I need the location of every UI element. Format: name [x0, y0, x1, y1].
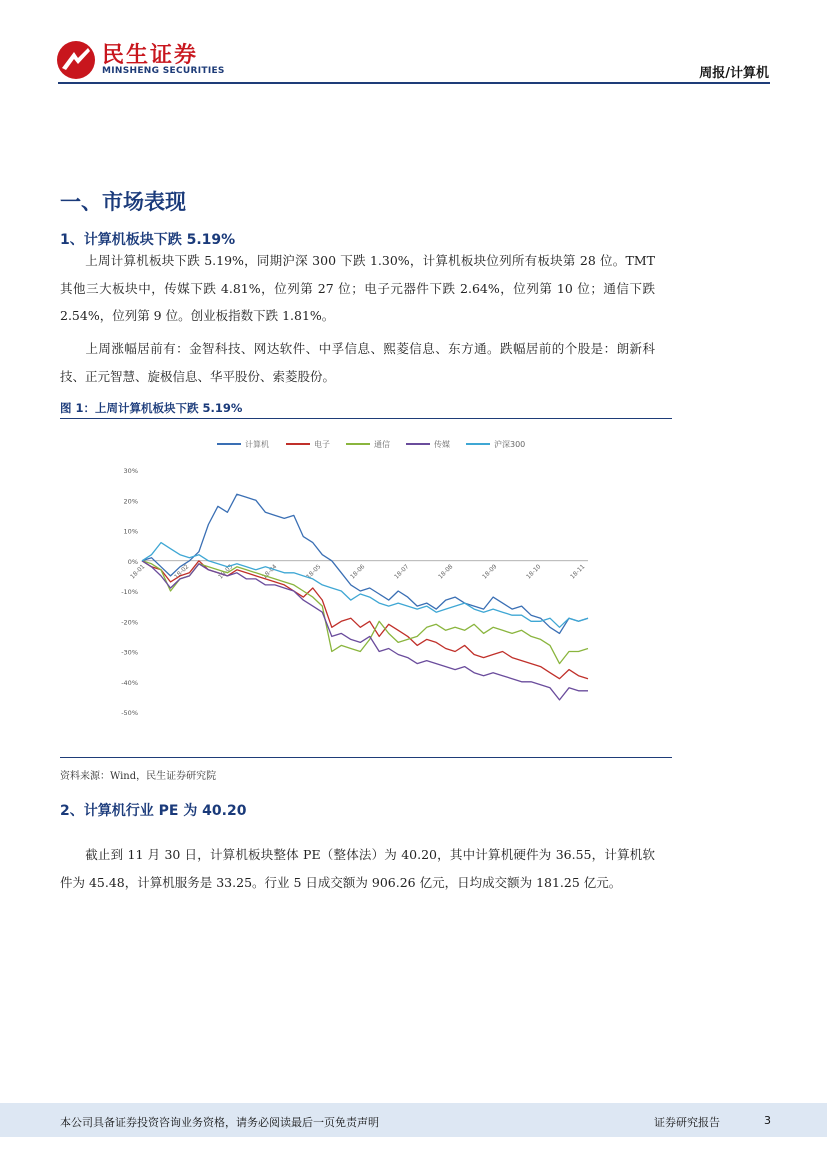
sector-performance-chart — [60, 422, 672, 754]
report-category: 周报/计算机 — [699, 66, 769, 81]
paragraph-performance — [60, 247, 655, 330]
company-logo-cn: 民生证券 — [102, 43, 199, 68]
x-tick-label: 18-10 — [525, 563, 543, 581]
subsection-title-1: 1、计算机板块下跌 5.19% — [60, 232, 236, 248]
x-tick-label: 18-01 — [129, 563, 147, 581]
y-tick-label: -40% — [121, 678, 138, 687]
x-tick-label: 18-03 — [217, 563, 235, 581]
legend-label-0: 计算机 — [245, 440, 269, 449]
series-line-4 — [142, 543, 588, 628]
x-tick-label: 18-06 — [349, 563, 367, 581]
y-tick-label: -10% — [121, 588, 138, 596]
footer-report-type: 证券研究报告 — [654, 1116, 720, 1129]
paragraph-pe — [60, 841, 655, 896]
y-tick-label: -50% — [121, 709, 138, 717]
y-tick-label: 30% — [123, 467, 138, 475]
paragraph-top-movers — [60, 335, 655, 390]
y-tick-label: 0% — [127, 557, 138, 566]
y-tick-label: 20% — [123, 497, 138, 506]
paragraph-top-movers-text: 上周涨幅居前有：金智科技、网达软件、中孚信息、熙菱信息、东方通。跌幅居前的个股是：朗新科技、正元智慧、旋极信息、华平股份、索菱股份。 — [60, 341, 655, 384]
y-tick-label: -20% — [121, 618, 138, 627]
legend-label-1: 电子 — [314, 440, 330, 449]
y-tick-label: -30% — [121, 648, 138, 657]
footer-disclaimer: 本公司具备证券投资咨询业务资格，请务必阅读最后一页免责声明 — [60, 1116, 379, 1129]
section-title: 一、市场表现 — [60, 190, 186, 214]
company-logo-icon — [56, 40, 96, 80]
x-tick-label: 18-09 — [481, 563, 499, 581]
y-tick-label: 10% — [123, 527, 138, 536]
header-divider — [58, 82, 770, 84]
x-tick-label: 18-08 — [437, 563, 455, 581]
paragraph-performance-text: 上周计算机板块下跌 5.19%，同期沪深 300 下跌 1.30%，计算机板块位列所有板块第 28 位。TMT 其他三大板块中，传媒下跌 4.81%，位列第 27 位；电子元器件下跌 2.64%，位列第 10 位；通信下跌 2.54%，位列第 9 位。创业板指数下跌 1.81%。 — [60, 253, 655, 323]
figure-bottom-rule — [60, 757, 672, 758]
company-logo-en: MINSHENG SECURITIES — [102, 66, 225, 76]
legend-label-2: 通信 — [374, 440, 390, 449]
paragraph-pe-text: 截止到 11 月 30 日，计算机板块整体 PE（整体法）为 40.20，其中计算机硬件为 36.55，计算机软件为 45.48，计算机服务是 33.25。行业 5 日成交额为 906.26 亿元，日均成交额为 181.25 亿元。 — [60, 847, 655, 890]
page-number: 3 — [764, 1114, 771, 1127]
legend-label-4: 沪深300 — [494, 440, 526, 449]
figure-top-rule — [60, 418, 672, 419]
figure-title: 图 1：上周计算机板块下跌 5.19% — [60, 401, 243, 415]
series-line-0 — [142, 494, 588, 633]
x-tick-label: 18-11 — [569, 563, 587, 581]
x-tick-label: 18-05 — [305, 563, 323, 581]
x-tick-label: 18-04 — [261, 563, 279, 581]
series-line-1 — [142, 561, 588, 679]
legend-label-3: 传媒 — [434, 440, 450, 449]
x-tick-label: 18-02 — [173, 563, 191, 581]
x-tick-label: 18-07 — [393, 563, 411, 581]
series-line-2 — [142, 561, 588, 664]
subsection-title-2: 2、计算机行业 PE 为 40.20 — [60, 803, 247, 819]
figure-source: 资料来源：Wind，民生证券研究院 — [60, 771, 217, 782]
